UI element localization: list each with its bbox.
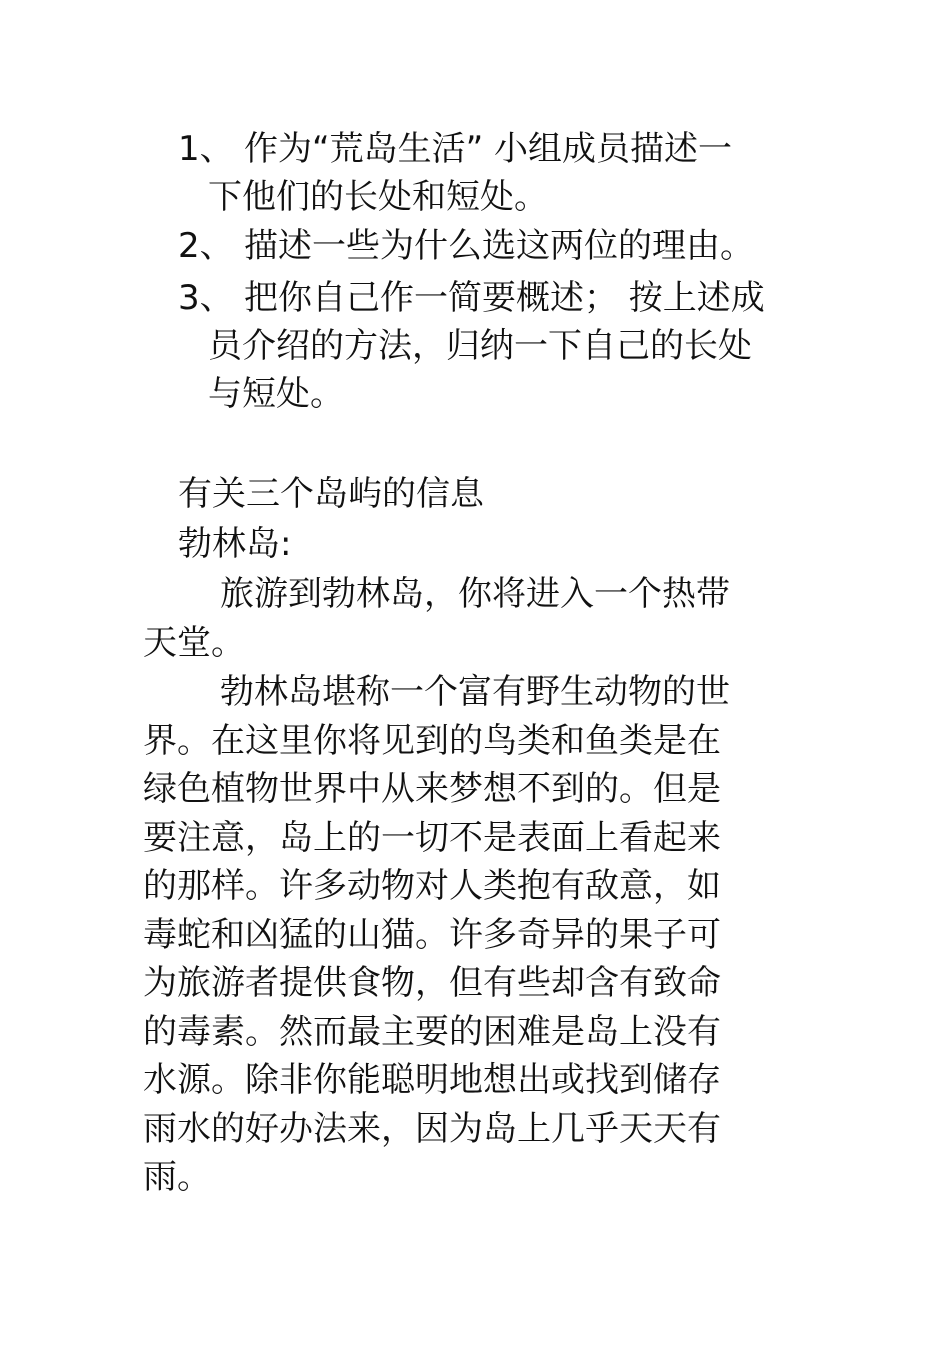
paragraph-2-line-3: 绿色植物世界中从来梦想不到的。但是 bbox=[143, 769, 721, 809]
paragraph-2-line-2: 界。在这里你将见到的鸟类和鱼类是在 bbox=[143, 720, 721, 761]
paragraph-2 bbox=[143, 668, 763, 1202]
paragraph-2-line-11: 雨。 bbox=[143, 1157, 211, 1197]
paragraph-2-line-1: 勃林岛堪称一个富有野生动物的世 bbox=[220, 672, 730, 712]
question-3-number: 3、 bbox=[178, 278, 234, 318]
paragraph-2-line-7: 为旅游者提供食物，但有些却含有致命 bbox=[143, 963, 721, 1003]
question-3-line-2: 员介绍的方法，归纳一下自己的长处 bbox=[208, 326, 752, 366]
paragraph-1 bbox=[143, 570, 763, 667]
question-1-number: 1、 bbox=[178, 129, 234, 169]
question-1-line-1 bbox=[178, 125, 803, 173]
question-2-text-1: 描述一些为什么选这两位的理由。 bbox=[244, 226, 754, 266]
question-1-line-2: 下他们的长处和短处。 bbox=[208, 177, 548, 217]
question-2-line-1 bbox=[178, 222, 803, 270]
question-3-text-1: 把你自己作一简要概述； 按上述成 bbox=[244, 278, 765, 318]
question-1 bbox=[178, 125, 803, 221]
paragraph-2-line-10: 雨水的好办法来，因为岛上几乎天天有 bbox=[143, 1108, 721, 1149]
question-2-number: 2、 bbox=[178, 226, 234, 266]
paragraph-2-line-9: 水源。除非你能聪明地想出或找到储存 bbox=[143, 1060, 721, 1100]
paragraph-2-line-4: 要注意，岛上的一切不是表面上看起来 bbox=[143, 817, 721, 858]
paragraph-1-line-1: 旅游到勃林岛，你将进入一个热带 bbox=[220, 574, 730, 614]
paragraph-1-line-2: 天堂。 bbox=[143, 622, 245, 663]
question-3 bbox=[178, 274, 803, 418]
question-2 bbox=[178, 222, 803, 270]
section-title: 有关三个岛屿的信息 bbox=[178, 474, 484, 514]
paragraph-2-line-5: 的那样。许多动物对人类抱有敌意，如 bbox=[143, 866, 721, 906]
question-1-text-1: 作为“荒岛生活” 小组成员描述一 bbox=[244, 129, 733, 169]
island-name: 勃林岛: bbox=[178, 524, 292, 564]
paragraph-2-line-8: 的毒素。然而最主要的困难是岛上没有 bbox=[143, 1011, 721, 1052]
question-3-line-3: 与短处。 bbox=[208, 374, 344, 414]
paragraph-2-line-6: 毒蛇和凶猛的山猫。许多奇异的果子可 bbox=[143, 914, 721, 955]
question-3-line-1 bbox=[178, 274, 803, 322]
